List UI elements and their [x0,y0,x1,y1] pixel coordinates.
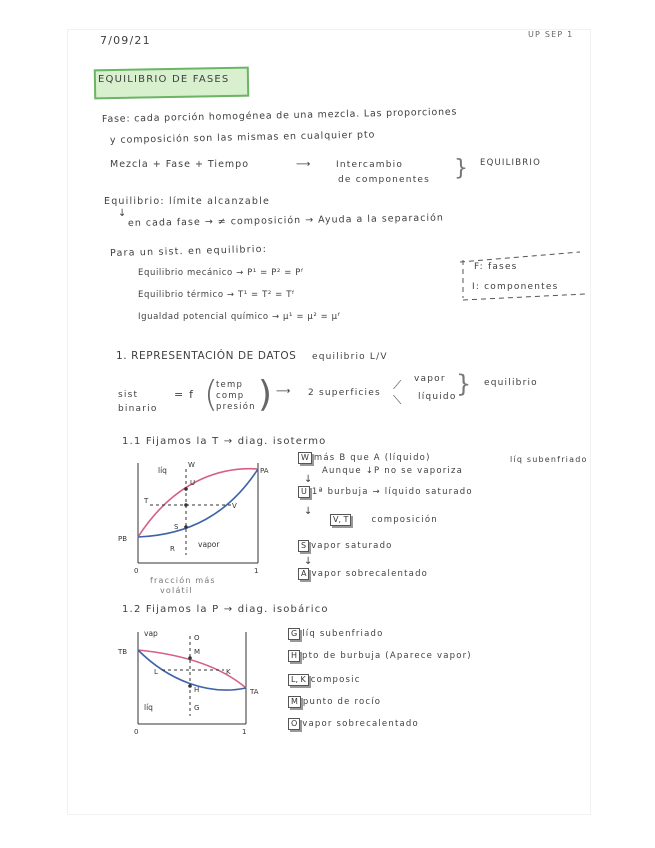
arrow-d-2: ↓ [304,506,314,517]
legend11-key-2: U [298,486,310,498]
fase-line-3c: de componentes [338,175,431,185]
pt-v: V [232,502,237,510]
graph11-pb: PB [118,535,128,543]
graph12-vap: vap [144,629,158,638]
legend12-text-4: vapor sobrecalentado [302,719,419,729]
var-temp: temp [216,380,244,390]
sub12-title: 1.2 Fijamos la P → diag. isobárico [122,604,329,615]
var-comp: comp [216,391,245,401]
legend11-text-5: vapor sobrecalentado [311,569,429,579]
graph12-one: 1 [242,728,247,736]
legend11-text-3: composición [371,515,438,525]
func: = f [174,388,195,401]
legend11-4 [298,540,393,552]
fase-line-3a: Mezcla + Fase + Tiempo [110,159,250,170]
legend11-key-5: A [298,568,309,580]
legend11-5 [298,568,428,580]
graph11-zero: 0 [134,567,139,575]
legend11-key-3: V, T [330,514,351,526]
paren-close: ) [258,374,274,415]
legend11-1 [322,466,463,476]
legend12-key-1: H [288,650,300,662]
fases-box [460,250,590,302]
graph12-tb: TB [118,648,128,656]
sistema-item-3: Igualdad potencial químico → μ¹ = μ² = μᶠ [138,312,341,322]
brace-1: } [454,156,470,181]
date: 7/09/21 [100,34,151,47]
graph11-vap: vapor [198,540,220,549]
graph11-liq: líq [158,466,167,475]
legend12-text-0: líq subenfriado [302,629,384,639]
fase-line-3b: Intercambio [336,160,404,170]
graph11-xlabel-1: fracción más [150,576,216,585]
legend11-key-4: S [298,540,309,552]
legend12-text-1: pto de burbuja (Aparece vapor) [302,651,472,661]
legend12-key-3: M [288,696,301,708]
graph12-zero: 0 [134,728,139,736]
corner-note: UP SEP 1 [528,30,574,39]
legend12-4 [288,718,419,730]
section1-subtitle: equilibrio L/V [312,352,388,362]
legend12-text-3: punto de rocío [302,697,382,707]
pt-l: L [154,668,158,676]
legend11-text-4: vapor saturado [311,541,393,551]
legend12-text-2: composic [310,675,361,685]
pt-t: T [144,497,149,505]
paren: ( [204,374,220,415]
equilibrio-line-1: Equilibrio: límite alcanzable [104,196,270,207]
graph11-xlabel-2: volátil [160,586,193,595]
graph12-ta: TA [250,688,259,696]
result-equilibrio: equilibrio [484,378,538,388]
pt-u: U [190,479,196,487]
graph11-pa: PA [260,467,269,475]
legend12-key-4: O [288,718,300,730]
graph11-one: 1 [254,567,259,575]
legend12-3 [288,696,381,708]
pt-k: K [226,668,231,676]
fase-line-2: y composición son las mismas en cualquier pto [109,129,376,146]
brace-2: } [456,370,473,398]
pt-m: M [194,648,201,656]
legend12-key-2: L, K [288,674,309,686]
arrow-down-1: ↓ [118,208,128,219]
sub11-title: 1.1 Fijamos la T → diag. isotermo [122,436,327,447]
sist-binario: sist binario [118,390,158,414]
legend11-3 [330,514,438,526]
box-fases: F: fases [474,262,518,272]
pt-s: S [174,523,179,531]
var-presion: presión [216,402,256,412]
legend11-2 [298,486,473,498]
legend11-key-0: W [298,452,312,464]
page-title: EQUILIBRIO DE FASES [98,74,230,85]
legend11-note: líq subenfriado [510,455,588,464]
legend11-text-0: más B que A (líquido) [313,453,431,463]
legend12-0 [288,628,384,640]
legend11-text-2: 1ª burbuja → líquido saturado [311,487,473,497]
legend12-2 [288,674,361,686]
sistema-intro: Para un sist. en equilibrio: [109,243,268,259]
phase-vapor: vapor [414,374,446,384]
pt-h: H [194,686,200,694]
graph12-liq: líq [144,703,153,712]
pt-g: G [194,704,200,712]
fase-line-1: Fase: cada porción homogénea de una mezcla. Las proporciones [101,106,458,125]
arrow-d-3: ↓ [304,556,314,567]
arrow-2: ⟶ [276,386,292,397]
pt-r: R [170,545,175,553]
section1-title: 1. REPRESENTACIÓN DE DATOS [116,350,297,362]
arrow-d-1: ↓ [304,474,314,485]
isotermo-graph [118,455,278,580]
legend11-text-1: Aunque ↓P no se vaporiza [322,466,464,476]
legend12-key-0: G [288,628,300,640]
superficies: 2 superficies [308,388,381,398]
equilibrio-line-2: en cada fase → ≠ composición → Ayuda a la separación [127,212,444,229]
sistema-item-2: Equilibrio térmico → T¹ = T² = Tᶠ [138,290,296,300]
phase-liquido: líquido [418,392,457,402]
pt-o: O [194,634,200,642]
fase-line-3d: EQUILIBRIO [480,158,541,168]
isobarico-graph [118,624,278,739]
branch-arrows: ⟋ ⟍ [393,378,403,407]
legend11-0 [298,452,431,464]
pt-w: W [188,461,195,469]
box-componentes: I: componentes [472,282,559,292]
legend12-1 [288,650,472,662]
sistema-item-1: Equilibrio mecánico → P¹ = P² = Pᶠ [138,268,305,278]
arrow-1: ⟶ [296,159,312,170]
